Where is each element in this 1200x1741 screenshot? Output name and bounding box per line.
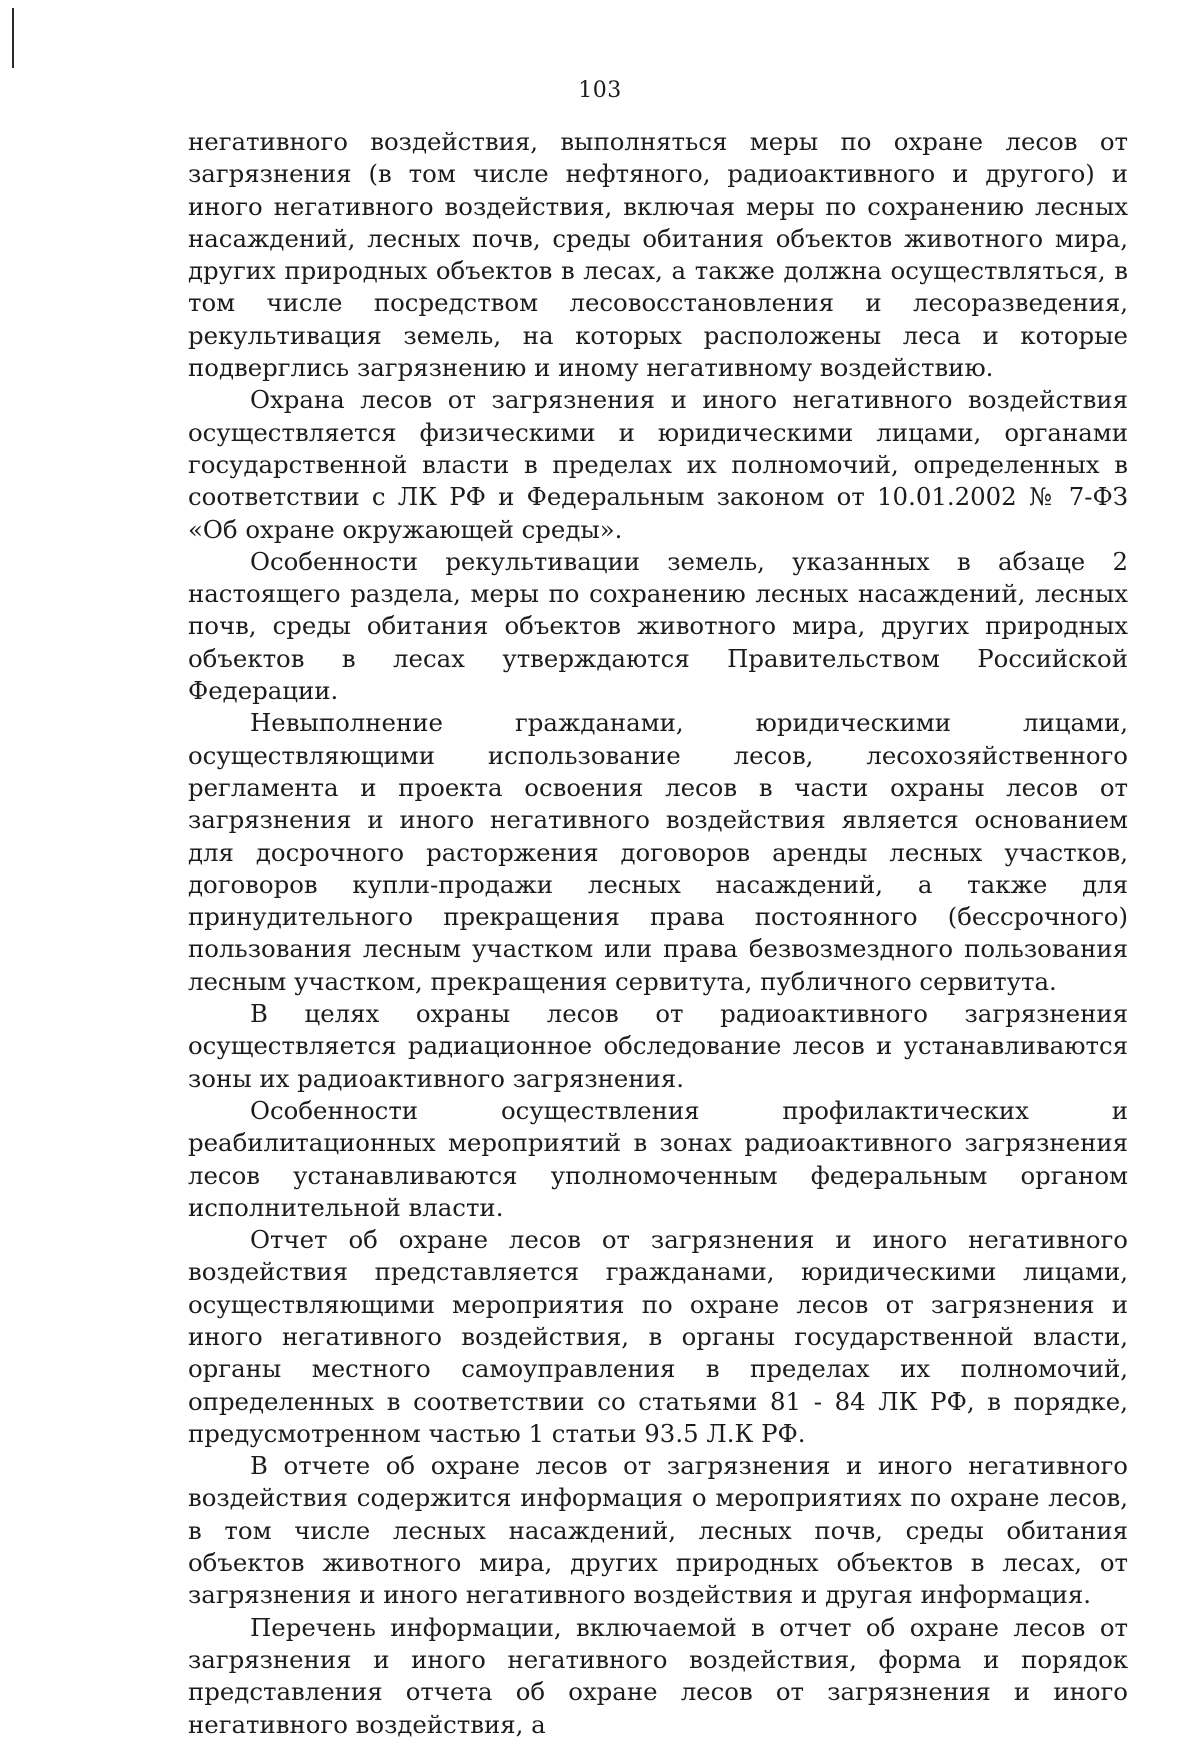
- paragraph: Особенности осуществления профилактических и реабилитационных мероприятий в зонах радиоактивного загрязнения лесов устанавливаются уполномоченным федеральным органом исполнительной власти.: [188, 1095, 1128, 1222]
- paragraph: Отчет об охране лесов от загрязнения и иного негативного воздействия представляется гражданами, юридическими лицами, осуществляющими мероприятия по охране лесов от загрязнения и иного негативного воздействия, в органы государственной власти, органы местного самоуправления в пределах их полномочий, определенных в соответствии со статьями 81 - 84 ЛК РФ, в порядке, предусмотренном частью 1 статьи 93.5 Л.К РФ.: [188, 1225, 1128, 1448]
- paragraph: В отчете об охране лесов от загрязнения и иного негативного воздействия содержится информация о мероприятиях по охране лесов, в том числе лесных насаждений, лесных почв, среды обитания объектов животного мира, других природных объектов в лесах, от загрязнения и иного негативного воздействия и другая информация.: [188, 1451, 1128, 1610]
- page-body: [188, 126, 1128, 1741]
- scan-edge-mark: [12, 8, 14, 68]
- paragraph: В целях охраны лесов от радиоактивного загрязнения осуществляется радиационное обследование лесов и устанавливаются зоны их радиоактивного загрязнения.: [188, 999, 1128, 1093]
- paragraph: Невыполнение гражданами, юридическими лицами, осуществляющими использование лесов, лесохозяйственного регламента и проекта освоения лесов в части охраны лесов от загрязнения и иного негативного воздействия является основанием для досрочного расторжения договоров аренды лесных участков, договоров купли-продажи лесных насаждений, а также для принудительного прекращения права постоянного (бессрочного) пользования лесным участком или права безвозмездного пользования лесным участком, прекращения сервитута, публичного сервитута.: [188, 708, 1128, 996]
- paragraph: Особенности рекультивации земель, указанных в абзаце 2 настоящего раздела, меры по сохранению лесных насаждений, лесных почв, среды обитания объектов животного мира, других природных объектов в лесах утверждаются Правительством Российской Федерации.: [188, 546, 1128, 706]
- paragraph-continuation: негативного воздействия, выполняться меры по охране лесов от загрязнения (в том числе нефтяного, радиоактивного и другого) и иного негативного воздействия, включая меры по сохранению лесных насаждений, лесных почв, среды обитания объектов животного мира, других природных объектов в лесах, а также должна осуществляться, в том числе посредством лесовосстановления и лесоразведения, рекультивация земель, на которых расположены леса и которые подверглись загрязнению и иному негативному воздействию.: [188, 127, 1128, 383]
- page-number: 103: [578, 78, 622, 103]
- paragraph: Охрана лесов от загрязнения и иного негативного воздействия осуществляется физическими и юридическими лицами, органами государственной власти в пределах их полномочий, определенных в соответствии с ЛК РФ и Федеральным законом от 10.01.2002 № 7-ФЗ «Об охране окружающей среды».: [188, 385, 1128, 544]
- paragraph: Перечень информации, включаемой в отчет об охране лесов от загрязнения и иного негативного воздействия, форма и порядок представления отчета об охране лесов от загрязнения и иного негативного воздействия, а: [188, 1612, 1128, 1739]
